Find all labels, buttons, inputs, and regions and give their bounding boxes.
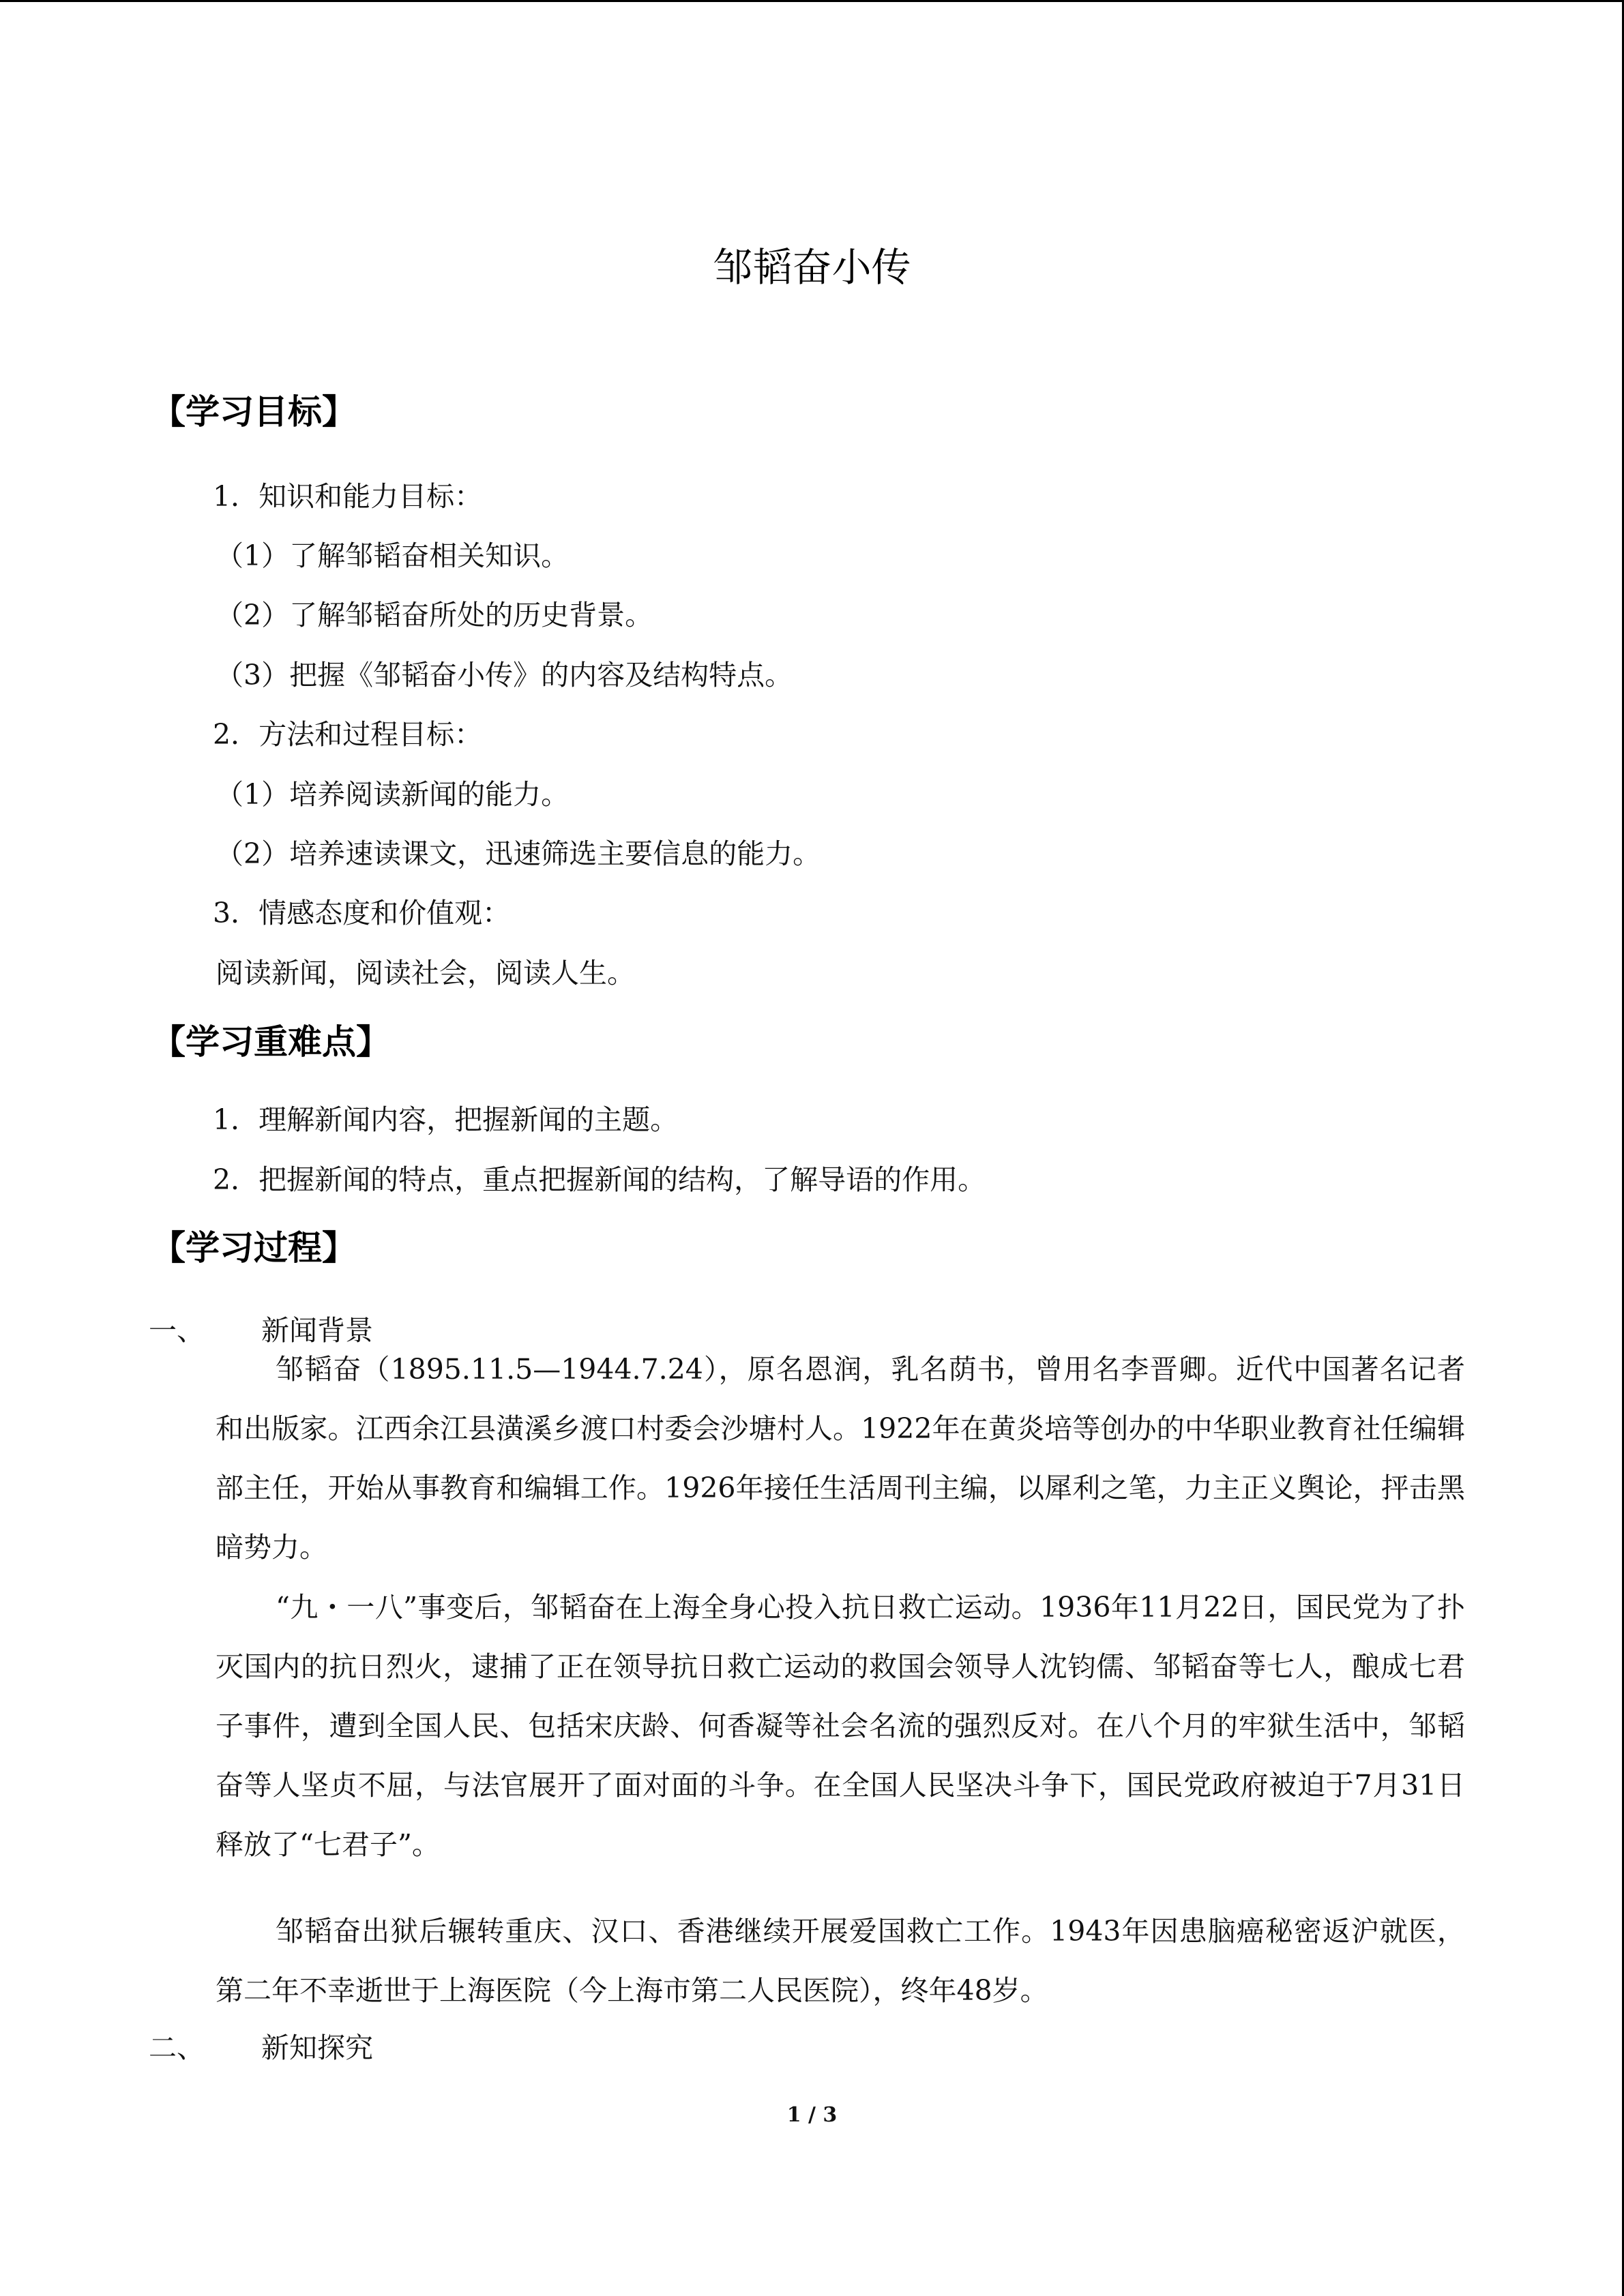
objective-line: 3．情感态度和价值观： [213,897,511,929]
body-paragraph: “九・一八”事变后，邹韬奋在上海全身心投入抗日救亡运动。1936年11月22日，国民党为了扑灭国内的抗日烈火，逮捕了正在领导抗日救亡运动的救国会领导人沈钧儒、邹韬奋等七人，酿成七君子事件，遭到全国人民、包括宋庆龄、何香凝等社会名流的强烈反对。在八个月的牢狱生活中，邹韬奋等人坚贞不屈，与法官展开了面对面的斗争。在全国人民坚决斗争下，国民党政府被迫于7月31日释放了“七君子”。 [216,1591,1465,1861]
objective-line: （1）培养阅读新闻的能力。 [216,778,570,811]
objective-line: 阅读新闻，阅读社会，阅读人生。 [216,957,635,989]
section-heading-key-points: 【学习重难点】 [151,1022,390,1062]
objective-line: （1）了解邹韬奋相关知识。 [216,539,570,572]
body-paragraph: 邹韬奋（1895.11.5—1944.7.24），原名恩润，乳名荫书，曾用名李晋卿。近代中国著名记者和出版家。江西余江县潢溪乡渡口村委会沙塘村人。1922年在黄炎培等创办的中华职业教育社任编辑部主任，开始从事教育和编辑工作。1926年接任生活周刊主编，以犀利之笔，力主正义舆论，抨击黑暗势力。 [216,1353,1465,1564]
body-paragraph: 邹韬奋出狱后辗转重庆、汉口、香港继续开展爱国救亡工作。1943年因患脑癌秘密返沪就医，第二年不幸逝世于上海医院（今上海市第二人民医院），终年48岁。 [216,1915,1465,2007]
section-heading-objectives: 【学习目标】 [151,392,356,432]
page-number: 1 / 3 [786,2103,838,2127]
part-title: 新闻背景 [261,1314,373,1347]
objective-line: （2）了解邹韬奋所处的历史背景。 [216,599,653,631]
section-heading-process: 【学习过程】 [151,1228,356,1268]
objective-line: 2．方法和过程目标： [213,718,483,751]
objective-line: （3）把握《邹韬奋小传》的内容及结构特点。 [216,659,793,691]
key-point-line: 2．把握新闻的特点，重点把握新闻的结构，了解导语的作用。 [213,1163,986,1196]
key-point-line: 1．理解新闻内容，把握新闻的主题。 [213,1103,679,1136]
objective-line: 1．知识和能力目标： [213,480,483,513]
part-title: 新知探究 [261,2031,373,2064]
part-number: 一、 [149,1314,205,1347]
objective-line: （2）培养速读课文，迅速筛选主要信息的能力。 [216,837,821,870]
part-number: 二、 [149,2031,205,2064]
document-title: 邹韬奋小传 [713,243,911,290]
